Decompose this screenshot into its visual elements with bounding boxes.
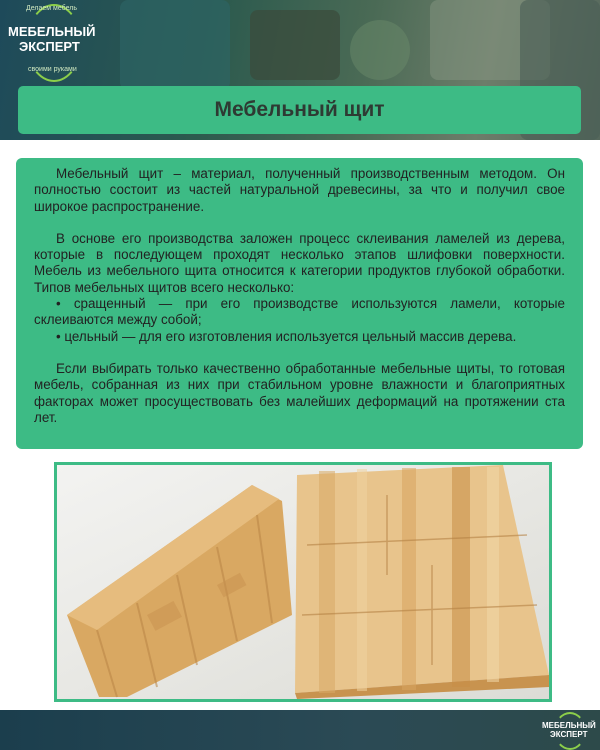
footer-bar: [0, 710, 600, 750]
bullet-item-1: • сращенный — при его производстве используются ламели, которые склеиваются между собой;: [34, 296, 565, 328]
logo-line1: МЕБЕЛЬНЫЙ: [8, 24, 96, 39]
footer-logo: [540, 712, 598, 748]
paragraph-3: Если выбирать только качественно обработанные мебельные щиты, то готовая мебель, собранная из них при стабильном уровне влажности и благоприятных факторах может просуществовать без малейших деформаций на протяжении ста лет.: [34, 360, 565, 425]
wood-panels-image: [57, 465, 549, 699]
furniture-board-photo: [54, 462, 552, 702]
logo-line2: ЭКСПЕРТ: [19, 39, 80, 54]
footer-logo-line2: ЭКСПЕРТ: [550, 730, 588, 739]
bullet-item-2: • цельный — для его изготовления используется цельный массив дерева.: [56, 328, 517, 344]
paragraph-2: В основе его производства заложен процесс склеивания ламелей из дерева, которые в последующем проходят несколько этапов шлифовки поверхности. Мебель из мебельного щита относится к категории продуктов глубокой обработки. Типов мебельных щитов всего несколько:: [34, 230, 565, 295]
title-bar: [18, 86, 581, 134]
logo-bottom-text: своими руками: [28, 66, 77, 73]
header-banner: [0, 0, 600, 140]
page-title: Мебельный щит: [214, 98, 385, 121]
description-box: [16, 158, 583, 449]
paragraph-1: Мебельный щит – материал, полученный производственным методом. Он полностью состоит из частей натуральной древесины, за что и получил свое широкое распространение.: [34, 166, 565, 214]
logo-top-text: Делаем мебель: [26, 5, 77, 12]
brand-logo: [4, 0, 100, 84]
footer-logo-line1: МЕБЕЛЬНЫЙ: [542, 721, 596, 730]
